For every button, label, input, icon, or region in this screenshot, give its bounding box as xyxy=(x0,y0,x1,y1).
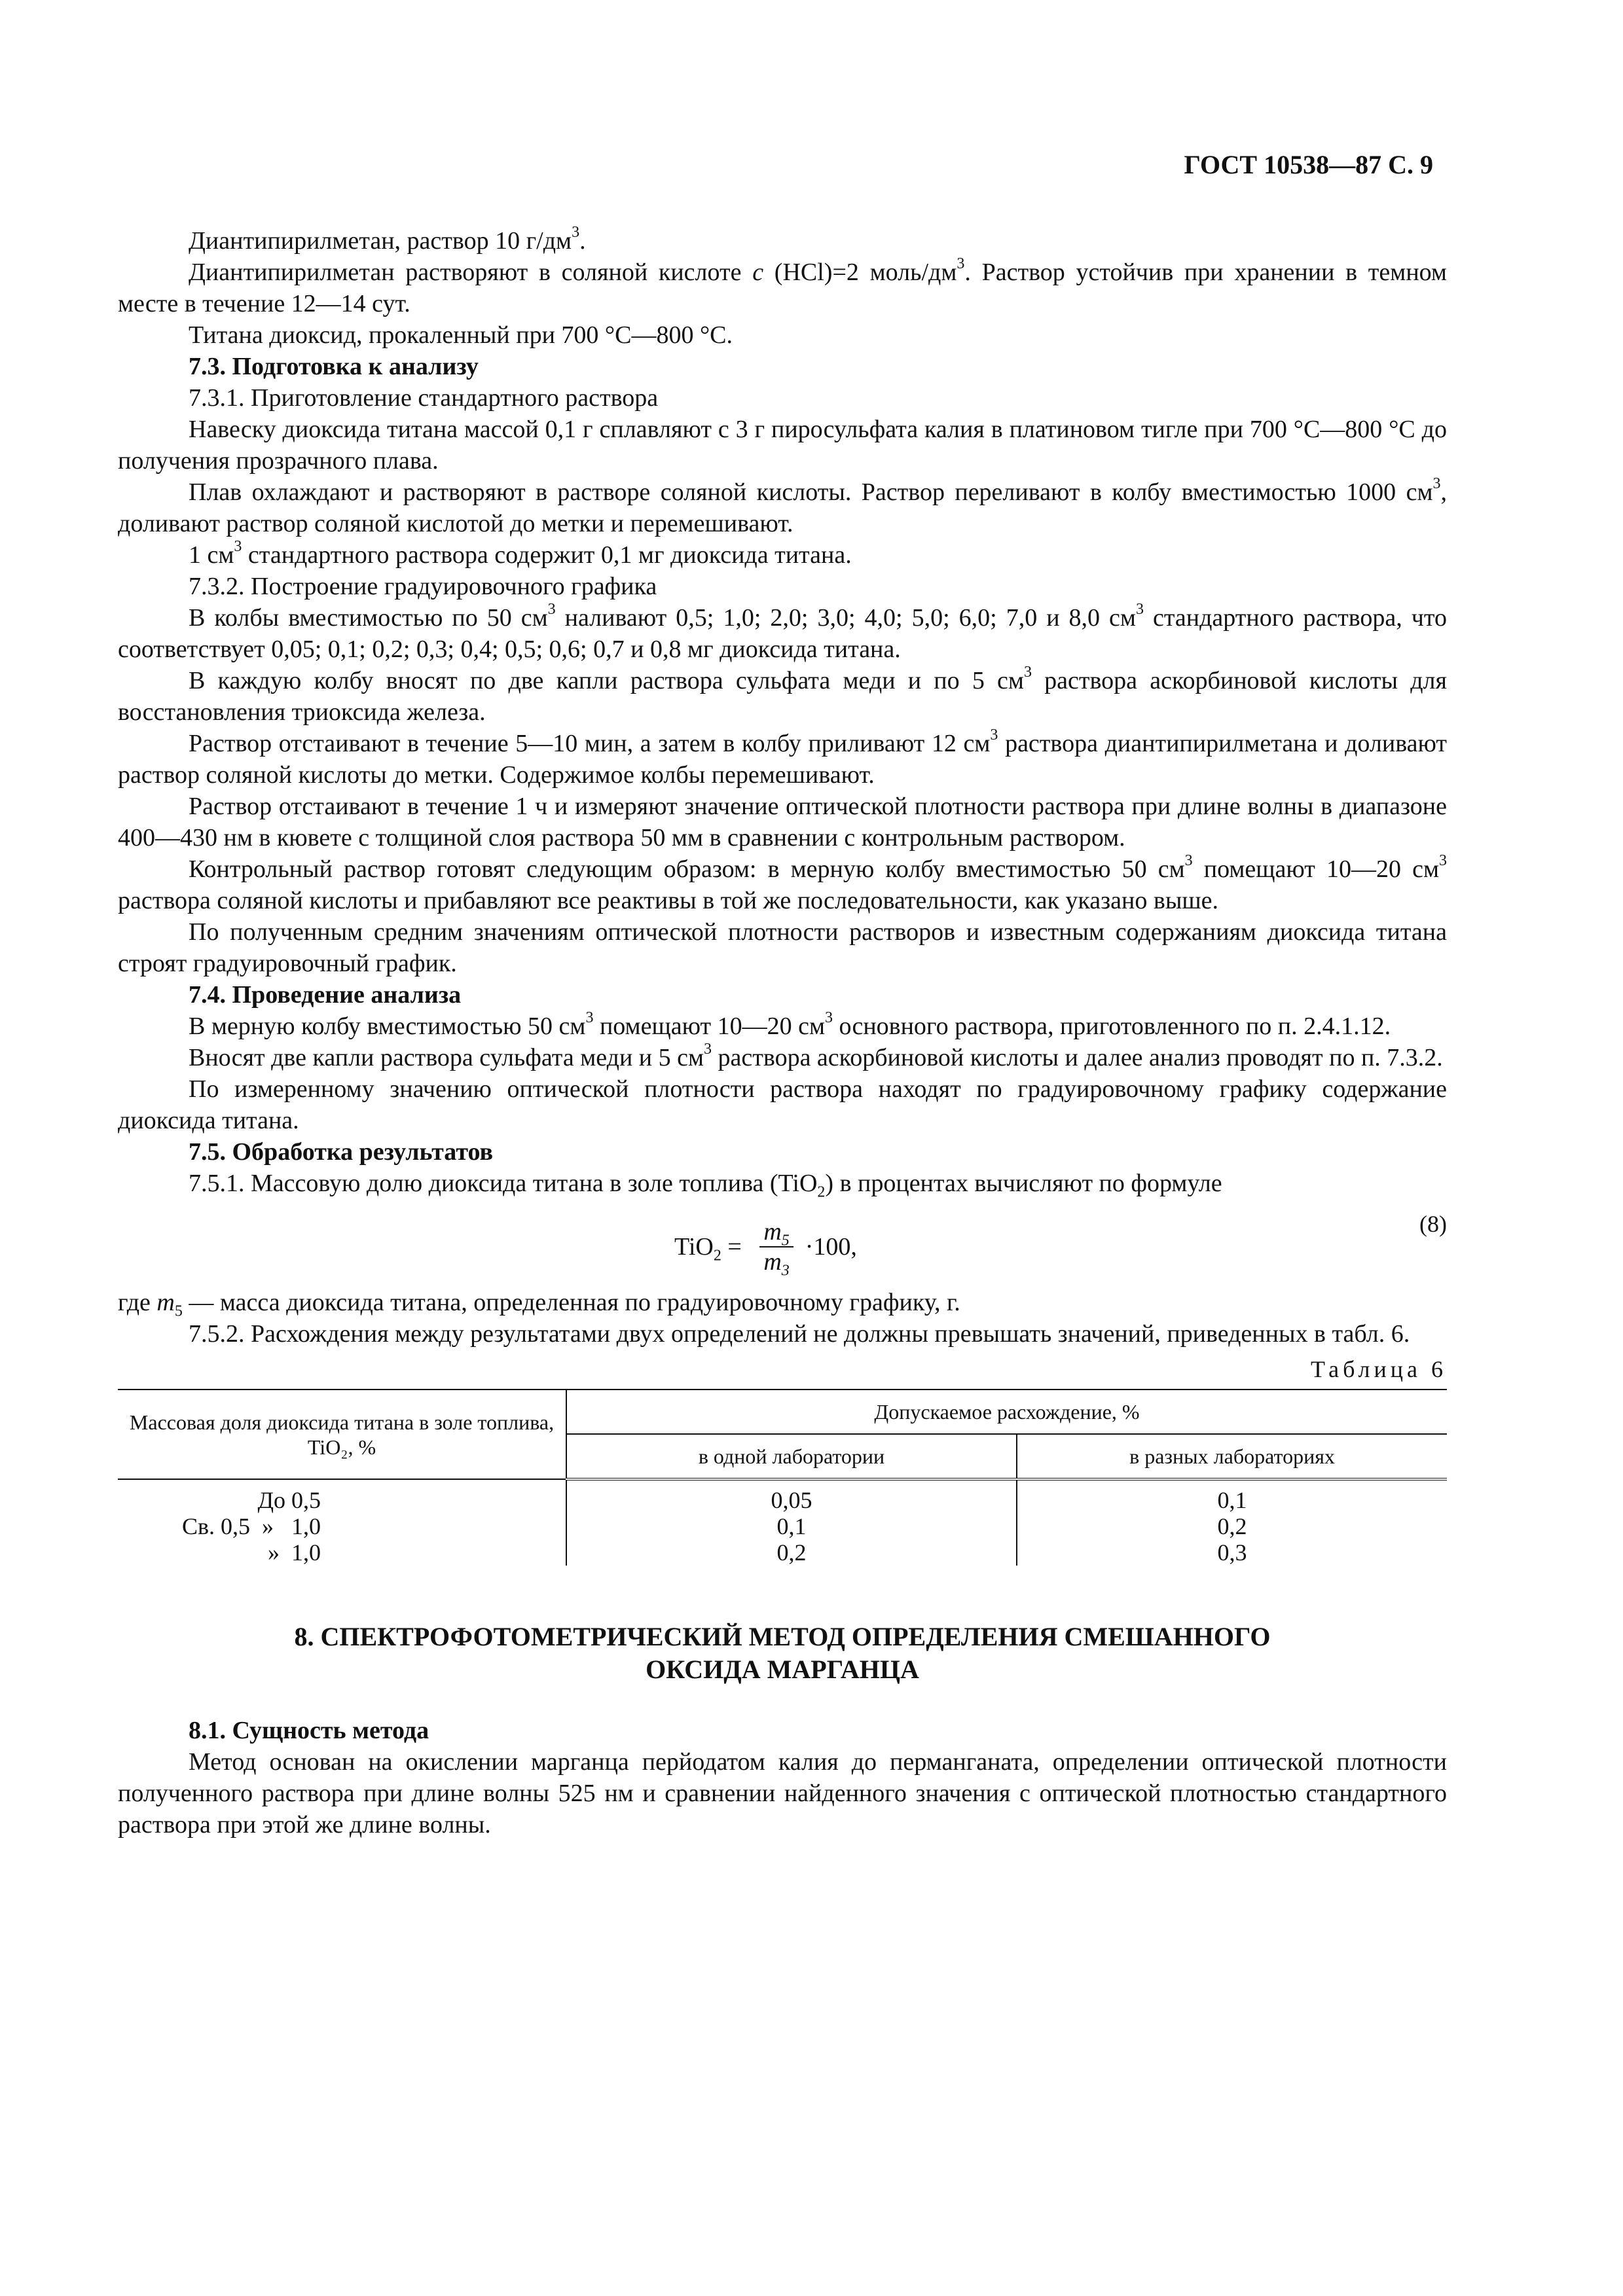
text: . xyxy=(579,227,586,255)
cell-text: До 0,5 xyxy=(257,1486,321,1513)
text: Плав охлаждают и растворяют в растворе соляной кислоты. Раствор переливают в колбу вместимостью 1000 см xyxy=(189,478,1433,506)
subscript: 2 xyxy=(713,1247,721,1265)
cell-different-labs: 0,1 xyxy=(1217,1487,1247,1513)
text: — масса диоксида титана, определенная по градуировочному графику, г. xyxy=(182,1289,960,1316)
text: Диантипирилметан растворяют в соляной кислоте xyxy=(189,259,753,286)
paragraph xyxy=(118,1168,1447,1199)
text: m xyxy=(763,1248,782,1276)
table-row xyxy=(118,1513,1447,1539)
text: ) в процентах вычисляют по формуле xyxy=(825,1170,1222,1197)
table-caption: Таблица 6 xyxy=(1311,1356,1447,1382)
text: 7.5.1. Массовую долю диоксида титана в золе топлива (TiO xyxy=(189,1170,818,1197)
text: основного раствора, приготовленного по п. 2.4.1.12. xyxy=(833,1013,1391,1040)
paragraph: По измеренному значению оптической плотности раствора находят по градуировочному графику содержание диоксида титана. xyxy=(118,1075,1447,1134)
table-row xyxy=(118,1479,1447,1513)
italic-symbol: m xyxy=(156,1289,175,1316)
paragraph xyxy=(118,1287,1447,1318)
text: В мерную колбу вместимостью 50 см xyxy=(189,1013,586,1040)
cell-mass xyxy=(118,1513,566,1539)
column-group-header-tolerance: Допускаемое расхождение, % xyxy=(566,1390,1447,1434)
page-header: ГОСТ 10538—87 С. 9 xyxy=(1184,150,1433,179)
equals-sign: = xyxy=(721,1233,748,1261)
superscript: 3 xyxy=(825,1009,833,1027)
text: раствора аскорбиновой кислоты для восстановления триоксида железа. xyxy=(118,667,1447,726)
paragraph: 7.5.2. Расхождения между результатами двух определений не должны превышать значений, приведенных в табл. 6. xyxy=(189,1320,1410,1348)
text: . Раствор устойчив при хранении в темном месте в течение 12—14 сут. xyxy=(118,259,1447,317)
text: Вносят две капли раствора сульфата меди и 5 см xyxy=(189,1044,704,1071)
cell-text: » 1,0 xyxy=(268,1539,321,1566)
text: , доливают раствор соляной кислотой до метки и перемешивают. xyxy=(118,478,1447,537)
formula-expression xyxy=(674,1217,857,1280)
paragraph: Метод основан на окислении марганца перйодатом калия до перманганата, определении оптической плотности полученного раствора при длине волны 525 нм и сравнении найденного значения с оптической плотностью стандартного раствора при этой же длине волны. xyxy=(118,1748,1447,1839)
numerator xyxy=(759,1217,793,1247)
text: Диантипирилметан, раствор 10 г/дм xyxy=(189,227,572,255)
section-title-line: 8. СПЕКТРОФОТОМЕТРИЧЕСКИЙ МЕТОД ОПРЕДЕЛЕНИЯ СМЕШАННОГО xyxy=(294,1622,1271,1651)
formula-multiplier: ·100, xyxy=(805,1233,857,1261)
table-6 xyxy=(118,1389,1447,1566)
section-heading-7-4: 7.4. Проведение анализа xyxy=(189,981,462,1009)
cell-one-lab: 0,2 xyxy=(566,1539,1017,1566)
text: помещают 10—20 см xyxy=(593,1013,825,1040)
cell-one-lab: 0,1 xyxy=(566,1513,1017,1539)
paragraph: По полученным средним значениям оптической плотности растворов и известным содержаниям диоксида титана строят градуировочный график. xyxy=(118,918,1447,977)
paragraph xyxy=(118,1011,1447,1042)
text: наливают 0,5; 1,0; 2,0; 3,0; 4,0; 5,0; 6,0; 7,0 и 8,0 см xyxy=(555,604,1136,632)
superscript: 3 xyxy=(1023,664,1032,681)
cell-different-labs: 0,2 xyxy=(1217,1513,1247,1539)
text: TiO xyxy=(674,1233,714,1261)
section-title-line: ОКСИДА МАРГАНЦА xyxy=(646,1655,919,1684)
text: где xyxy=(118,1289,157,1316)
text: раствора диантипирилметана и доливают раствор соляной кислоты до метки. Содержимое колбы перемешивают. xyxy=(118,730,1448,789)
subscript: 5 xyxy=(174,1302,183,1320)
subsection-heading-7-3-2: 7.3.2. Построение градуировочного графика xyxy=(189,573,657,600)
paragraph: Раствор отстаивают в течение 1 ч и измеряют значение оптической плотности раствора при длине волны в диапазоне 400—430 нм в кювете с толщиной слоя раствора 50 мм в сравнении с контрольным раствором. xyxy=(118,793,1447,852)
superscript: 3 xyxy=(585,1009,594,1027)
superscript: 3 xyxy=(990,726,998,744)
paragraph: Навеску диоксида титана массой 0,1 г сплавляют с 3 г пиросульфата калия в платиновом тигле при 700 °С—800 °С до получения прозрачного плава. xyxy=(118,416,1447,475)
column-header-mass-fraction: Массовая доля диоксида титана в золе топлива, TiO₂, % xyxy=(118,1390,566,1479)
superscript: 3 xyxy=(1432,475,1441,493)
column-header-one-lab: в одной лаборатории xyxy=(566,1434,1017,1479)
section-heading-7-5: 7.5. Обработка результатов xyxy=(189,1138,494,1166)
text: В колбы вместимостью по 50 см xyxy=(189,604,548,632)
section-heading-7-3: 7.3. Подготовка к анализу xyxy=(189,353,479,380)
superscript: 3 xyxy=(572,224,580,242)
superscript: 3 xyxy=(547,601,556,619)
subscript: 3 xyxy=(781,1262,790,1280)
fraction xyxy=(759,1217,793,1280)
superscript: 3 xyxy=(704,1041,712,1058)
text: раствора аскорбиновой кислоты и далее анализ проводят по п. 7.3.2. xyxy=(712,1044,1443,1071)
superscript: 3 xyxy=(1184,852,1193,870)
cell-different-labs: 0,3 xyxy=(1217,1539,1247,1566)
cell-mass xyxy=(118,1479,566,1513)
paragraph xyxy=(118,1042,1447,1073)
paragraph xyxy=(118,225,1447,257)
text: стандартного раствора содержит 0,1 мг диоксида титана. xyxy=(242,541,852,569)
paragraph xyxy=(118,853,1447,916)
equation-number: (8) xyxy=(1419,1211,1447,1237)
table-row xyxy=(118,1539,1447,1566)
table-header-row xyxy=(118,1390,1447,1434)
text: раствора соляной кислоты и прибавляют все реактивы в той же последовательности, как указано выше. xyxy=(118,887,1218,914)
paragraph: Титана диоксид, прокаленный при 700 °С—800 °С. xyxy=(189,321,733,349)
paragraph xyxy=(118,476,1447,539)
denominator xyxy=(763,1247,790,1280)
subsection-heading-7-3-1: 7.3.1. Приготовление стандартного раствора xyxy=(189,384,659,412)
cell-one-lab: 0,05 xyxy=(566,1479,1017,1513)
formula-lhs xyxy=(674,1231,721,1263)
cell-mass xyxy=(118,1539,566,1566)
superscript: 3 xyxy=(1135,601,1144,619)
superscript: 3 xyxy=(234,538,242,556)
formula-8 xyxy=(118,1208,1447,1287)
paragraph xyxy=(118,539,1447,571)
paragraph xyxy=(118,665,1447,728)
superscript: 3 xyxy=(957,255,965,273)
text: стандартного раствора, что соответствует 0,05; 0,1; 0,2; 0,3; 0,4; 0,5; 0,6; 0,7 и 0,8 мг диоксида титана. xyxy=(118,604,1447,663)
subscript: 5 xyxy=(781,1232,790,1249)
text: m xyxy=(763,1218,782,1246)
italic-symbol: c xyxy=(752,259,764,286)
cell-text: Св. 0,5 » 1,0 xyxy=(181,1513,321,1539)
superscript: 3 xyxy=(1439,852,1447,870)
section-8-title xyxy=(118,1621,1447,1686)
text: Контрольный раствор готовят следующим образом: в мерную колбу вместимостью 50 см xyxy=(189,855,1185,883)
column-header-different-labs: в разных лабораториях xyxy=(1017,1434,1447,1479)
document-body xyxy=(118,225,1447,1840)
paragraph xyxy=(118,257,1447,319)
subscript: 2 xyxy=(817,1183,826,1201)
paragraph xyxy=(118,728,1447,791)
text: помещают 10—20 см xyxy=(1192,855,1439,883)
paragraph xyxy=(118,602,1447,665)
text: (HCl)=2 моль/дм xyxy=(763,259,957,286)
text: В каждую колбу вносят по две капли раствора сульфата меди и по 5 см xyxy=(189,667,1024,694)
text: 1 см xyxy=(189,541,234,569)
text: Раствор отстаивают в течение 5—10 мин, а затем в колбу приливают 12 см xyxy=(189,730,991,757)
section-heading-8-1: 8.1. Сущность метода xyxy=(189,1717,429,1744)
